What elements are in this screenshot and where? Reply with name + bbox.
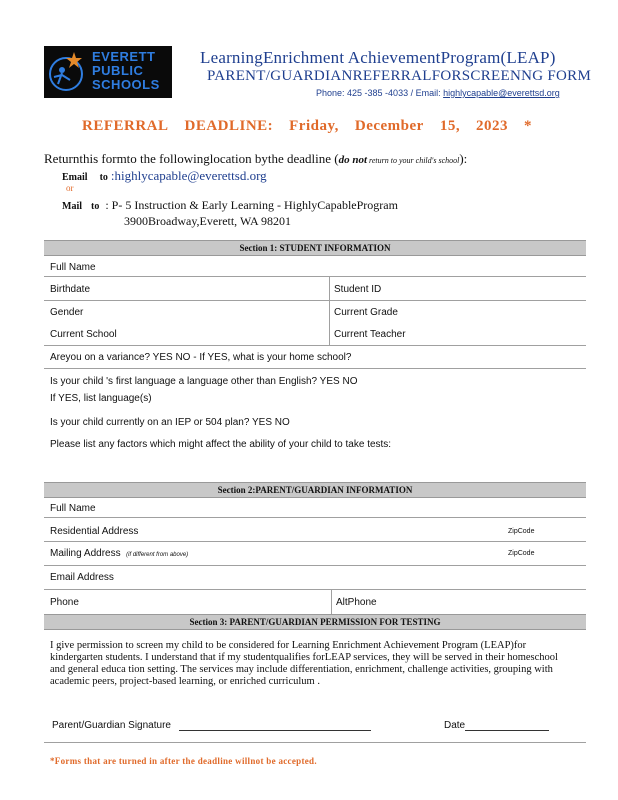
return-text: Returnthis formto the followinglocation bythe deadline ( [44, 151, 339, 166]
contact-email[interactable]: highlycapable@everettsd.org [443, 88, 560, 98]
test-factors-question: Please list any factors which might affect the ability of your child to take tests: [50, 439, 392, 450]
deadline-label: REFERRAL [82, 118, 169, 134]
divider [44, 517, 586, 518]
divider [44, 565, 586, 566]
residential-address-label: Residential Address [50, 526, 139, 537]
current-teacher-label: Current Teacher [334, 329, 406, 340]
deadline-label2: DEADLINE: [184, 118, 274, 134]
student-full-name-label: Full Name [50, 262, 96, 273]
signature-label: Parent/Guardian Signature [52, 720, 171, 731]
divider [44, 276, 586, 277]
logo-line2: PUBLIC [92, 63, 144, 78]
variance-question: Areyou on a variance? YES NO - If YES, what is your home school? [50, 352, 352, 363]
return-end: ): [459, 151, 468, 166]
mailing-address-text: Mailing Address [50, 548, 121, 559]
alt-phone-label: AltPhone [336, 597, 377, 608]
iep-question: Is your child currently on an IEP or 504 plan? YES NO [50, 417, 290, 428]
mailing-address-note: (if different from above) [126, 552, 189, 558]
divider [44, 345, 586, 346]
email-option [54, 168, 267, 184]
mail-to: to [91, 201, 100, 212]
zip-code-label: ZipCode [508, 528, 535, 535]
email-address-label: Email Address [50, 572, 114, 583]
deadline-day: Friday, [289, 118, 339, 134]
mailing-address-label [50, 548, 188, 559]
language-list-label: If YES, list language(s) [50, 393, 152, 404]
mail-label: Mail [62, 201, 82, 212]
mail-option [54, 198, 398, 213]
form-title: LearningEnrichment AchievementProgram(LEAP) [200, 48, 556, 67]
email-to: to [99, 172, 108, 183]
date-field[interactable] [465, 720, 549, 731]
divider [329, 301, 330, 345]
mail-address: 3900Broadway,Everett, WA 98201 [124, 214, 291, 228]
current-grade-label: Current Grade [334, 307, 398, 318]
return-instructions [44, 151, 467, 167]
form-subtitle: PARENT/GUARDIANREFERRALFORSCREENNG FORM [207, 68, 592, 84]
parent-full-name-label: Full Name [50, 503, 96, 514]
contact-info [316, 88, 560, 98]
date-row [444, 720, 549, 731]
contact-phone: Phone: 425 -385 -4033 / Email: [316, 88, 444, 98]
divider [44, 300, 586, 301]
referral-deadline [82, 118, 532, 135]
divider [329, 277, 330, 300]
divider [44, 589, 586, 590]
divider [331, 590, 332, 614]
language-question: Is your child 's first language a language other than English? YES NO [50, 376, 358, 387]
deadline-year: 2023 [476, 118, 509, 134]
logo-line3: SCHOOLS [92, 77, 160, 92]
student-id-label: Student ID [334, 284, 382, 295]
permission-text: I give permission to screen my child to be considered for Learning Enrichment Achievement Program (LEAP)for kindergarten students. I understand that if my studentqualifies forLEAP services, they will be served in their homeschool and general educa tion setting. The services may include differentiation, enrichment, challenge activities, grouping with academic peers, project-based learning, or enriched curriculum . [50, 640, 558, 687]
or-text: or [66, 183, 74, 193]
divider [44, 541, 586, 542]
signature-field[interactable] [179, 720, 371, 731]
email-value[interactable]: :highlycapable@everettsd.org [110, 168, 267, 183]
return-small: return to your child's school [367, 156, 460, 165]
section3-header: Section 3: PARENT/GUARDIAN PERMISSION FOR TESTING [44, 614, 586, 630]
gender-label: Gender [50, 307, 84, 318]
phone-label: Phone [50, 597, 79, 608]
section1-header: Section 1: STUDENT INFORMATION [44, 240, 586, 256]
birthdate-label: Birthdate [50, 284, 91, 295]
district-logo [44, 46, 172, 98]
date-label: Date [444, 720, 466, 731]
deadline-month: December [354, 118, 424, 134]
deadline-star: * [524, 118, 532, 134]
section2-header: Section 2:PARENT/GUARDIAN INFORMATION [44, 482, 586, 498]
return-do-not: do not [338, 154, 368, 166]
zip-code-label: ZipCode [508, 550, 535, 557]
star-figure-icon [44, 46, 92, 98]
divider [44, 368, 586, 369]
divider [44, 742, 586, 743]
late-forms-notice: *Forms that are turned in after the deadline willnot be accepted. [50, 756, 317, 766]
mail-value: : P- 5 Instruction & Early Learning - HighlyCapableProgram [105, 198, 398, 212]
signature-row [52, 720, 371, 731]
email-label: Email [62, 172, 88, 183]
current-school-label: Current School [50, 329, 117, 340]
deadline-date: 15, [439, 118, 461, 134]
logo-line1: EVERETT [92, 49, 156, 64]
